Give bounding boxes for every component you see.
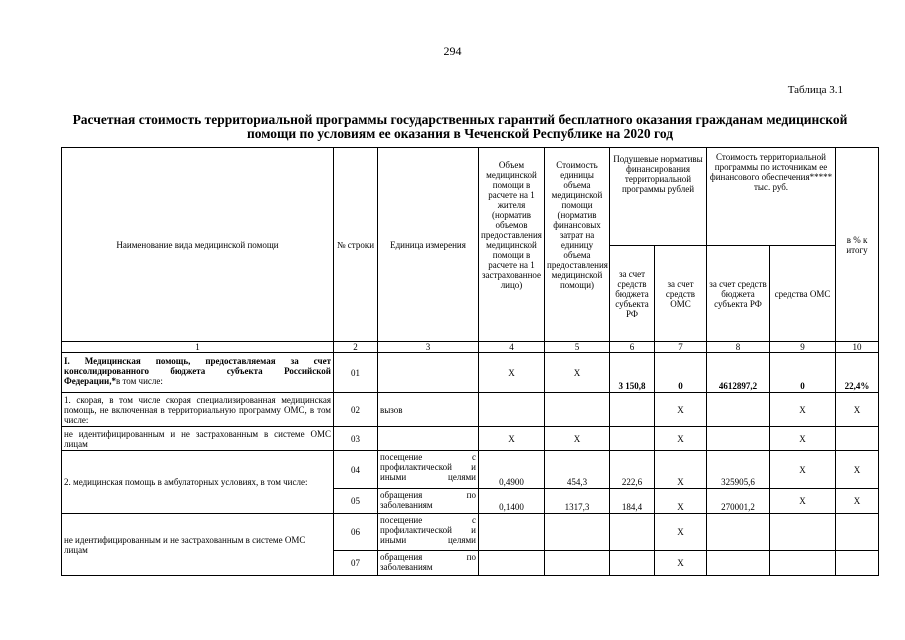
volume-cell xyxy=(479,514,545,551)
per-capita-budget-cell xyxy=(610,427,655,451)
column-number: 4 xyxy=(479,342,545,353)
total-budget-cell xyxy=(707,393,770,427)
percent-cell: X xyxy=(836,451,879,489)
total-budget-cell: 325905,6 xyxy=(707,451,770,489)
row-number: 04 xyxy=(334,451,378,489)
percent-cell: X xyxy=(836,393,879,427)
total-oms-cell: 0 xyxy=(770,353,836,393)
total-budget-cell xyxy=(707,551,770,576)
column-number: 10 xyxy=(836,342,879,353)
header-row-number: № строки xyxy=(334,148,378,342)
header-percent: в % к итогу xyxy=(836,148,879,342)
per-capita-oms-cell: X xyxy=(655,393,707,427)
header-per-capita: Подушевые нормативы финансирования территориальной программы рублей xyxy=(610,148,707,246)
column-number: 9 xyxy=(770,342,836,353)
column-number: 7 xyxy=(655,342,707,353)
column-number: 8 xyxy=(707,342,770,353)
total-oms-cell: X xyxy=(770,427,836,451)
per-capita-oms-cell: X xyxy=(655,514,707,551)
header-per-capita-oms: за счет средств ОМС xyxy=(655,246,707,342)
unit-cell: обращения по заболеваниям xyxy=(378,551,479,576)
volume-cell: X xyxy=(479,353,545,393)
cost-cell: 1317,3 xyxy=(545,489,610,514)
total-oms-cell: X xyxy=(770,393,836,427)
table-caption: Таблица 3.1 xyxy=(787,84,843,96)
column-number: 5 xyxy=(545,342,610,353)
header-total-cost: Стоимость территориальной программы по источникам ее финансового обеспечения***** тыс. руб. xyxy=(707,148,836,246)
percent-cell: 22,4% xyxy=(836,353,879,393)
table-row-01 xyxy=(62,353,879,393)
cost-cell: X xyxy=(545,427,610,451)
cost-table xyxy=(61,147,879,576)
column-number: 2 xyxy=(334,342,378,353)
per-capita-budget-cell: 184,4 xyxy=(610,489,655,514)
header-volume: Объем медицинской помощи в расчете на 1 жителя (норматив объемов предоставления медицинской помощи в расчете на 1 застрахованное лицо) xyxy=(479,148,545,342)
row-number: 06 xyxy=(334,514,378,551)
cost-cell: 454,3 xyxy=(545,451,610,489)
header-row-1 xyxy=(62,148,879,246)
header-per-capita-budget: за счет средств бюджета субъекта РФ xyxy=(610,246,655,342)
cost-cell xyxy=(545,514,610,551)
row-name: 2. медицинская помощь в амбулаторных условиях, в том числе: xyxy=(62,451,334,514)
row-name: не идентифицированным и не застрахованным в системе ОМС лицам xyxy=(62,427,334,451)
total-budget-cell xyxy=(707,427,770,451)
total-budget-cell: 4612897,2 xyxy=(707,353,770,393)
per-capita-budget-cell: 3 150,8 xyxy=(610,353,655,393)
percent-cell: X xyxy=(836,489,879,514)
unit-cell: вызов xyxy=(378,393,479,427)
per-capita-budget-cell xyxy=(610,551,655,576)
volume-cell xyxy=(479,551,545,576)
per-capita-oms-cell: X xyxy=(655,551,707,576)
percent-cell xyxy=(836,427,879,451)
row-number: 05 xyxy=(334,489,378,514)
row-number: 07 xyxy=(334,551,378,576)
row-name: не идентифицированным и не застрахованным в системе ОМС лицам xyxy=(62,514,334,576)
per-capita-budget-cell xyxy=(610,393,655,427)
table-row-06 xyxy=(62,514,879,551)
row-name: 1. скорая, в том числе скорая специализированная медицинская помощь, не включенная в территориальную программу ОМС, в том числе: xyxy=(62,393,334,427)
header-total-budget: за счет средств бюджета субъекта РФ xyxy=(707,246,770,342)
column-number-row xyxy=(62,342,879,353)
table-row-04 xyxy=(62,451,879,489)
total-oms-cell xyxy=(770,514,836,551)
total-budget-cell xyxy=(707,514,770,551)
per-capita-oms-cell: X xyxy=(655,451,707,489)
per-capita-budget-cell: 222,6 xyxy=(610,451,655,489)
row-number: 02 xyxy=(334,393,378,427)
total-oms-cell: X xyxy=(770,451,836,489)
column-number: 6 xyxy=(610,342,655,353)
unit-cell: посещение с профилактической и иными целями xyxy=(378,514,479,551)
per-capita-oms-cell: 0 xyxy=(655,353,707,393)
row-name-rest: в том числе: xyxy=(115,376,163,386)
unit-cell xyxy=(378,353,479,393)
total-oms-cell xyxy=(770,551,836,576)
per-capita-oms-cell: X xyxy=(655,427,707,451)
column-number: 3 xyxy=(378,342,479,353)
volume-cell xyxy=(479,393,545,427)
row-name-bold: I. Медицинская помощь, предоставляемая за счет консолидированного бюджета субъекта Российской Федерации,* xyxy=(64,356,331,386)
per-capita-budget-cell xyxy=(610,514,655,551)
document-title: Расчетная стоимость территориальной программы государственных гарантий бесплатного оказания гражданам медицинской помощи по условиям ее оказания в Чеченской Республике на 2020 год xyxy=(72,112,848,141)
volume-cell: X xyxy=(479,427,545,451)
unit-cell: посещение с профилактической и иными целями xyxy=(378,451,479,489)
per-capita-oms-cell: X xyxy=(655,489,707,514)
total-oms-cell: X xyxy=(770,489,836,514)
page-number: 294 xyxy=(443,44,462,58)
table-row-03 xyxy=(62,427,879,451)
volume-cell: 0,1400 xyxy=(479,489,545,514)
cost-cell: X xyxy=(545,353,610,393)
header-unit-cost: Стоимость единицы объема медицинской помощи (норматив финансовых затрат на единицу объема предоставления медицинской помощи) xyxy=(545,148,610,342)
row-name xyxy=(62,353,334,393)
unit-cell: обращения по заболеваниям xyxy=(378,489,479,514)
unit-cell xyxy=(378,427,479,451)
header-unit: Единица измерения xyxy=(378,148,479,342)
percent-cell xyxy=(836,551,879,576)
column-number: 1 xyxy=(62,342,334,353)
volume-cell: 0,4900 xyxy=(479,451,545,489)
cost-cell xyxy=(545,551,610,576)
row-number: 01 xyxy=(334,353,378,393)
table-row-02 xyxy=(62,393,879,427)
cost-cell xyxy=(545,393,610,427)
header-total-oms: средства ОМС xyxy=(770,246,836,342)
header-name: Наименование вида медицинской помощи xyxy=(62,148,334,342)
row-number: 03 xyxy=(334,427,378,451)
total-budget-cell: 270001,2 xyxy=(707,489,770,514)
percent-cell xyxy=(836,514,879,551)
